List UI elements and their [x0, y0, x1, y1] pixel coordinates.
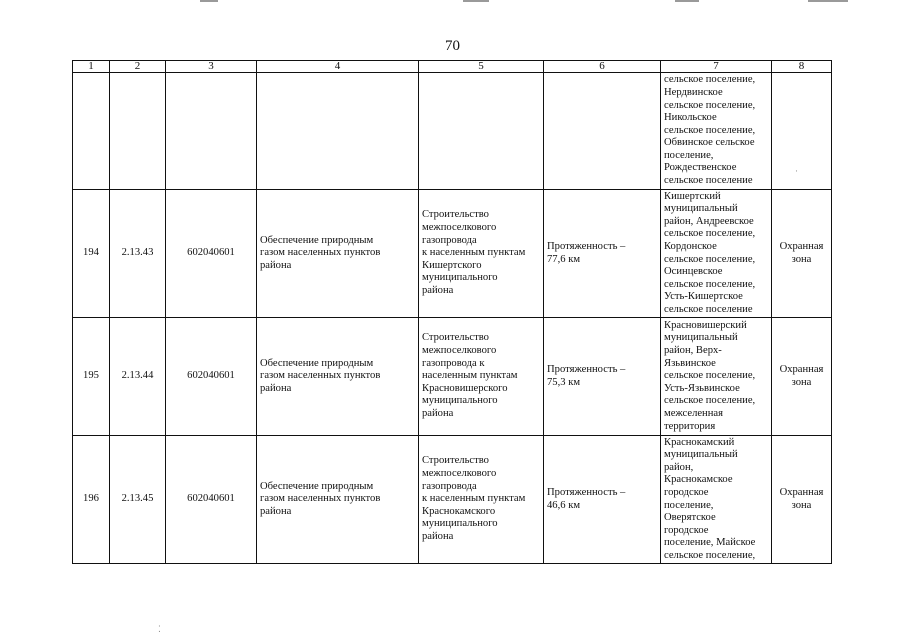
zone-cell: Охранная зона — [772, 318, 832, 436]
scan-edge-line — [200, 0, 218, 2]
purpose-cell: Обеспечение природным газом населенных пунктов района — [257, 190, 419, 318]
location-cell: Кишертский муниципальный район, Андреевское сельское поселение, Кордонское сельское поселение, Осинцевское сельское поселение, Усть-Кишертское сельское поселение — [661, 190, 772, 318]
header-cell-7: 7 — [661, 61, 772, 73]
header-cell-4: 4 — [257, 61, 419, 73]
purpose-cell — [257, 73, 419, 190]
table-row — [73, 436, 832, 564]
table-row — [73, 73, 832, 190]
scan-mark: · — [795, 166, 798, 176]
code-cell — [110, 73, 166, 190]
location-cell: Красновишерский муниципальный район, Верх- Язьвинское сельское поселение, Усть-Язьвинское сельское поселение, межселенная территория — [661, 318, 772, 436]
okato-cell: 602040601 — [166, 436, 257, 564]
header-cell-6: 6 — [544, 61, 661, 73]
header-cell-2: 2 — [110, 61, 166, 73]
okato-cell: 602040601 — [166, 318, 257, 436]
num-cell — [73, 73, 110, 190]
characteristics-cell: Протяженность – 77,6 км — [544, 190, 661, 318]
characteristics-cell — [544, 73, 661, 190]
document-table — [72, 60, 832, 564]
num-cell: 194 — [73, 190, 110, 318]
okato-cell: 602040601 — [166, 190, 257, 318]
code-cell: 2.13.43 — [110, 190, 166, 318]
okato-cell — [166, 73, 257, 190]
zone-cell: Охранная зона — [772, 190, 832, 318]
location-cell: Краснокамский муниципальный район, Краснокамское городское поселение, Оверятское городское поселение, Майское сельское поселение, — [661, 436, 772, 564]
object-cell: Строительство межпоселкового газопровода к населенным пунктам Кишертского муниципального района — [419, 190, 544, 318]
header-row — [73, 61, 832, 73]
table-row — [73, 318, 832, 436]
header-cell-1: 1 — [73, 61, 110, 73]
header-cell-5: 5 — [419, 61, 544, 73]
num-cell: 196 — [73, 436, 110, 564]
location-cell: сельское поселение, Нердвинское сельское поселение, Никольское сельское поселение, Обвинское сельское поселение, Рождественское сельское поселение — [661, 73, 772, 190]
object-cell: Строительство межпоселкового газопровода к населенным пунктам Красновишерского муниципального района — [419, 318, 544, 436]
scan-edge-line — [675, 0, 699, 2]
characteristics-cell: Протяженность – 46,6 км — [544, 436, 661, 564]
table-row — [73, 190, 832, 318]
zone-cell — [772, 73, 832, 190]
scan-edge-line — [463, 0, 489, 2]
object-cell: Строительство межпоселкового газопровода к населенным пунктам Краснокамского муниципального района — [419, 436, 544, 564]
header-cell-8: 8 — [772, 61, 832, 73]
code-cell: 2.13.45 — [110, 436, 166, 564]
num-cell: 195 — [73, 318, 110, 436]
page-number: 70 — [445, 38, 460, 54]
characteristics-cell: Протяженность – 75,3 км — [544, 318, 661, 436]
zone-cell: Охранная зона — [772, 436, 832, 564]
scan-edge-line — [808, 0, 848, 2]
scan-mark: ⁚ — [158, 624, 161, 634]
header-cell-3: 3 — [166, 61, 257, 73]
purpose-cell: Обеспечение природным газом населенных пунктов района — [257, 318, 419, 436]
object-cell — [419, 73, 544, 190]
purpose-cell: Обеспечение природным газом населенных пунктов района — [257, 436, 419, 564]
code-cell: 2.13.44 — [110, 318, 166, 436]
